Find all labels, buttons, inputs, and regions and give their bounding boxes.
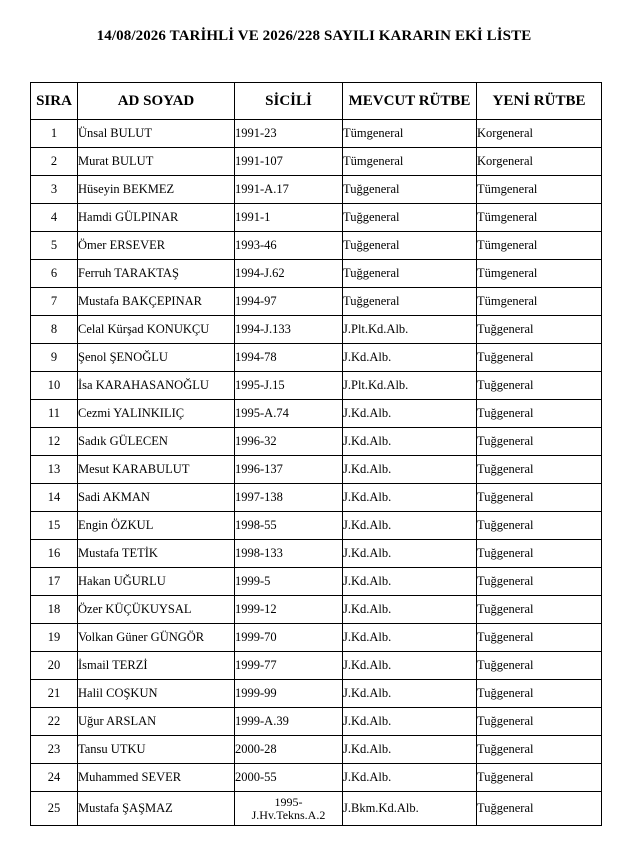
registry-cell: 1999-77 (235, 652, 343, 680)
name-cell: Şenol ŞENOĞLU (78, 344, 235, 372)
current-rank-cell: J.Kd.Alb. (343, 652, 477, 680)
name-cell: Hamdi GÜLPINAR (78, 204, 235, 232)
new-rank-cell: Tuğgeneral (477, 344, 602, 372)
new-rank-cell: Tümgeneral (477, 288, 602, 316)
row-number-cell: 7 (31, 288, 78, 316)
new-rank-cell: Tuğgeneral (477, 540, 602, 568)
row-number-cell: 24 (31, 764, 78, 792)
table-row (31, 428, 602, 456)
row-number-cell: 23 (31, 736, 78, 764)
name-cell: Murat BULUT (78, 148, 235, 176)
row-number-cell: 21 (31, 680, 78, 708)
table-row (31, 400, 602, 428)
table-row (31, 596, 602, 624)
table-row (31, 204, 602, 232)
name-cell: Özer KÜÇÜKUYSAL (78, 596, 235, 624)
row-number-cell: 2 (31, 148, 78, 176)
current-rank-cell: Tümgeneral (343, 120, 477, 148)
new-rank-cell: Tuğgeneral (477, 708, 602, 736)
registry-cell: 1998-133 (235, 540, 343, 568)
current-rank-cell: Tuğgeneral (343, 232, 477, 260)
header-registry: SİCİLİ (235, 83, 343, 120)
new-rank-cell: Tuğgeneral (477, 316, 602, 344)
row-number-cell: 6 (31, 260, 78, 288)
registry-cell: 1993-46 (235, 232, 343, 260)
row-number-cell: 11 (31, 400, 78, 428)
table-row (31, 540, 602, 568)
current-rank-cell: Tuğgeneral (343, 288, 477, 316)
row-number-cell: 22 (31, 708, 78, 736)
current-rank-cell: J.Plt.Kd.Alb. (343, 316, 477, 344)
name-cell: İsmail TERZİ (78, 652, 235, 680)
table-row (31, 232, 602, 260)
row-number-cell: 13 (31, 456, 78, 484)
current-rank-cell: Tuğgeneral (343, 260, 477, 288)
name-cell: Cezmi YALINKILIÇ (78, 400, 235, 428)
registry-cell: 1995-A.74 (235, 400, 343, 428)
name-cell: Hüseyin BEKMEZ (78, 176, 235, 204)
registry-cell: 1994-J.133 (235, 316, 343, 344)
registry-cell: 2000-28 (235, 736, 343, 764)
registry-cell: 1994-78 (235, 344, 343, 372)
name-cell: Ferruh TARAKTAŞ (78, 260, 235, 288)
new-rank-cell: Tuğgeneral (477, 764, 602, 792)
new-rank-cell: Tuğgeneral (477, 428, 602, 456)
row-number-cell: 3 (31, 176, 78, 204)
registry-cell (235, 792, 343, 826)
table-row (31, 372, 602, 400)
registry-cell: 1999-70 (235, 624, 343, 652)
row-number-cell: 15 (31, 512, 78, 540)
current-rank-cell: Tuğgeneral (343, 176, 477, 204)
table-row (31, 120, 602, 148)
new-rank-cell: Tümgeneral (477, 260, 602, 288)
name-cell: Sadık GÜLECEN (78, 428, 235, 456)
name-cell: Mustafa BAKÇEPINAR (78, 288, 235, 316)
row-number-cell: 4 (31, 204, 78, 232)
table-row (31, 792, 602, 826)
row-number-cell: 17 (31, 568, 78, 596)
name-cell: Mustafa TETİK (78, 540, 235, 568)
current-rank-cell: Tümgeneral (343, 148, 477, 176)
new-rank-cell: Tümgeneral (477, 204, 602, 232)
name-cell: Hakan UĞURLU (78, 568, 235, 596)
header-name: AD SOYAD (78, 83, 235, 120)
registry-cell: 1991-23 (235, 120, 343, 148)
new-rank-cell: Tuğgeneral (477, 512, 602, 540)
row-number-cell: 5 (31, 232, 78, 260)
current-rank-cell: J.Kd.Alb. (343, 680, 477, 708)
row-number-cell: 20 (31, 652, 78, 680)
registry-cell: 1994-J.62 (235, 260, 343, 288)
table-row (31, 316, 602, 344)
name-cell: Sadi AKMAN (78, 484, 235, 512)
row-number-cell: 10 (31, 372, 78, 400)
registry-cell: 1996-32 (235, 428, 343, 456)
registry-cell: 1998-55 (235, 512, 343, 540)
name-cell: Muhammed SEVER (78, 764, 235, 792)
row-number-cell: 25 (31, 792, 78, 826)
current-rank-cell: J.Kd.Alb. (343, 484, 477, 512)
document-title: 14/08/2026 TARİHLİ VE 2026/228 SAYILI KARARIN EKİ LİSTE (96, 28, 532, 44)
new-rank-cell: Tuğgeneral (477, 596, 602, 624)
table-row (31, 568, 602, 596)
table-row (31, 344, 602, 372)
registry-cell: 1995-J.15 (235, 372, 343, 400)
header-no: SIRA (31, 83, 78, 120)
table-row (31, 260, 602, 288)
name-cell: Volkan Güner GÜNGÖR (78, 624, 235, 652)
row-number-cell: 18 (31, 596, 78, 624)
name-cell: Ünsal BULUT (78, 120, 235, 148)
current-rank-cell: J.Kd.Alb. (343, 764, 477, 792)
registry-cell: 1996-137 (235, 456, 343, 484)
name-cell: Halil COŞKUN (78, 680, 235, 708)
current-rank-cell: J.Kd.Alb. (343, 624, 477, 652)
row-number-cell: 19 (31, 624, 78, 652)
name-cell: Mesut KARABULUT (78, 456, 235, 484)
registry-cell: 1999-99 (235, 680, 343, 708)
new-rank-cell: Tuğgeneral (477, 568, 602, 596)
new-rank-cell: Tuğgeneral (477, 736, 602, 764)
name-cell: Ömer ERSEVER (78, 232, 235, 260)
table-row (31, 512, 602, 540)
registry-cell: 1997-138 (235, 484, 343, 512)
table-row (31, 484, 602, 512)
promotion-list-table (30, 82, 602, 826)
new-rank-cell: Korgeneral (477, 120, 602, 148)
row-number-cell: 1 (31, 120, 78, 148)
header-current-rank: MEVCUT RÜTBE (343, 83, 477, 120)
registry-cell: 1999-A.39 (235, 708, 343, 736)
current-rank-cell: Tuğgeneral (343, 204, 477, 232)
current-rank-cell: J.Kd.Alb. (343, 512, 477, 540)
table-row (31, 456, 602, 484)
table-row (31, 176, 602, 204)
current-rank-cell: J.Kd.Alb. (343, 540, 477, 568)
current-rank-cell: J.Kd.Alb. (343, 708, 477, 736)
registry-cell: 1991-1 (235, 204, 343, 232)
new-rank-cell: Tümgeneral (477, 176, 602, 204)
name-cell: Celal Kürşad KONUKÇU (78, 316, 235, 344)
registry-line: 1995- (274, 794, 303, 809)
row-number-cell: 16 (31, 540, 78, 568)
new-rank-cell: Tümgeneral (477, 232, 602, 260)
current-rank-cell: J.Kd.Alb. (343, 400, 477, 428)
current-rank-cell: J.Kd.Alb. (343, 456, 477, 484)
new-rank-cell: Tuğgeneral (477, 680, 602, 708)
row-number-cell: 9 (31, 344, 78, 372)
row-number-cell: 12 (31, 428, 78, 456)
table-header-row (31, 83, 602, 120)
registry-cell: 1999-12 (235, 596, 343, 624)
table-row (31, 708, 602, 736)
header-new-rank: YENİ RÜTBE (477, 83, 602, 120)
new-rank-cell: Tuğgeneral (477, 372, 602, 400)
table-row (31, 680, 602, 708)
new-rank-cell: Tuğgeneral (477, 400, 602, 428)
registry-cell: 1999-5 (235, 568, 343, 596)
row-number-cell: 8 (31, 316, 78, 344)
name-cell: Engin ÖZKUL (78, 512, 235, 540)
current-rank-cell: J.Plt.Kd.Alb. (343, 372, 477, 400)
registry-cell: 1994-97 (235, 288, 343, 316)
name-cell: Mustafa ŞAŞMAZ (78, 792, 235, 826)
new-rank-cell: Korgeneral (477, 148, 602, 176)
current-rank-cell: J.Kd.Alb. (343, 344, 477, 372)
name-cell: İsa KARAHASANOĞLU (78, 372, 235, 400)
new-rank-cell: Tuğgeneral (477, 624, 602, 652)
table-row (31, 288, 602, 316)
registry-line: J.Hv.Tekns.A.2 (251, 807, 326, 822)
current-rank-cell: J.Kd.Alb. (343, 596, 477, 624)
name-cell: Uğur ARSLAN (78, 708, 235, 736)
table-row (31, 764, 602, 792)
table-row (31, 736, 602, 764)
name-cell: Tansu UTKU (78, 736, 235, 764)
registry-cell: 1991-107 (235, 148, 343, 176)
table-row (31, 148, 602, 176)
registry-cell: 2000-55 (235, 764, 343, 792)
new-rank-cell: Tuğgeneral (477, 456, 602, 484)
new-rank-cell: Tuğgeneral (477, 652, 602, 680)
registry-cell: 1991-A.17 (235, 176, 343, 204)
current-rank-cell: J.Bkm.Kd.Alb. (343, 792, 477, 826)
table-row (31, 652, 602, 680)
new-rank-cell: Tuğgeneral (477, 484, 602, 512)
current-rank-cell: J.Kd.Alb. (343, 568, 477, 596)
current-rank-cell: J.Kd.Alb. (343, 736, 477, 764)
row-number-cell: 14 (31, 484, 78, 512)
new-rank-cell: Tuğgeneral (477, 792, 602, 826)
table-row (31, 624, 602, 652)
current-rank-cell: J.Kd.Alb. (343, 428, 477, 456)
